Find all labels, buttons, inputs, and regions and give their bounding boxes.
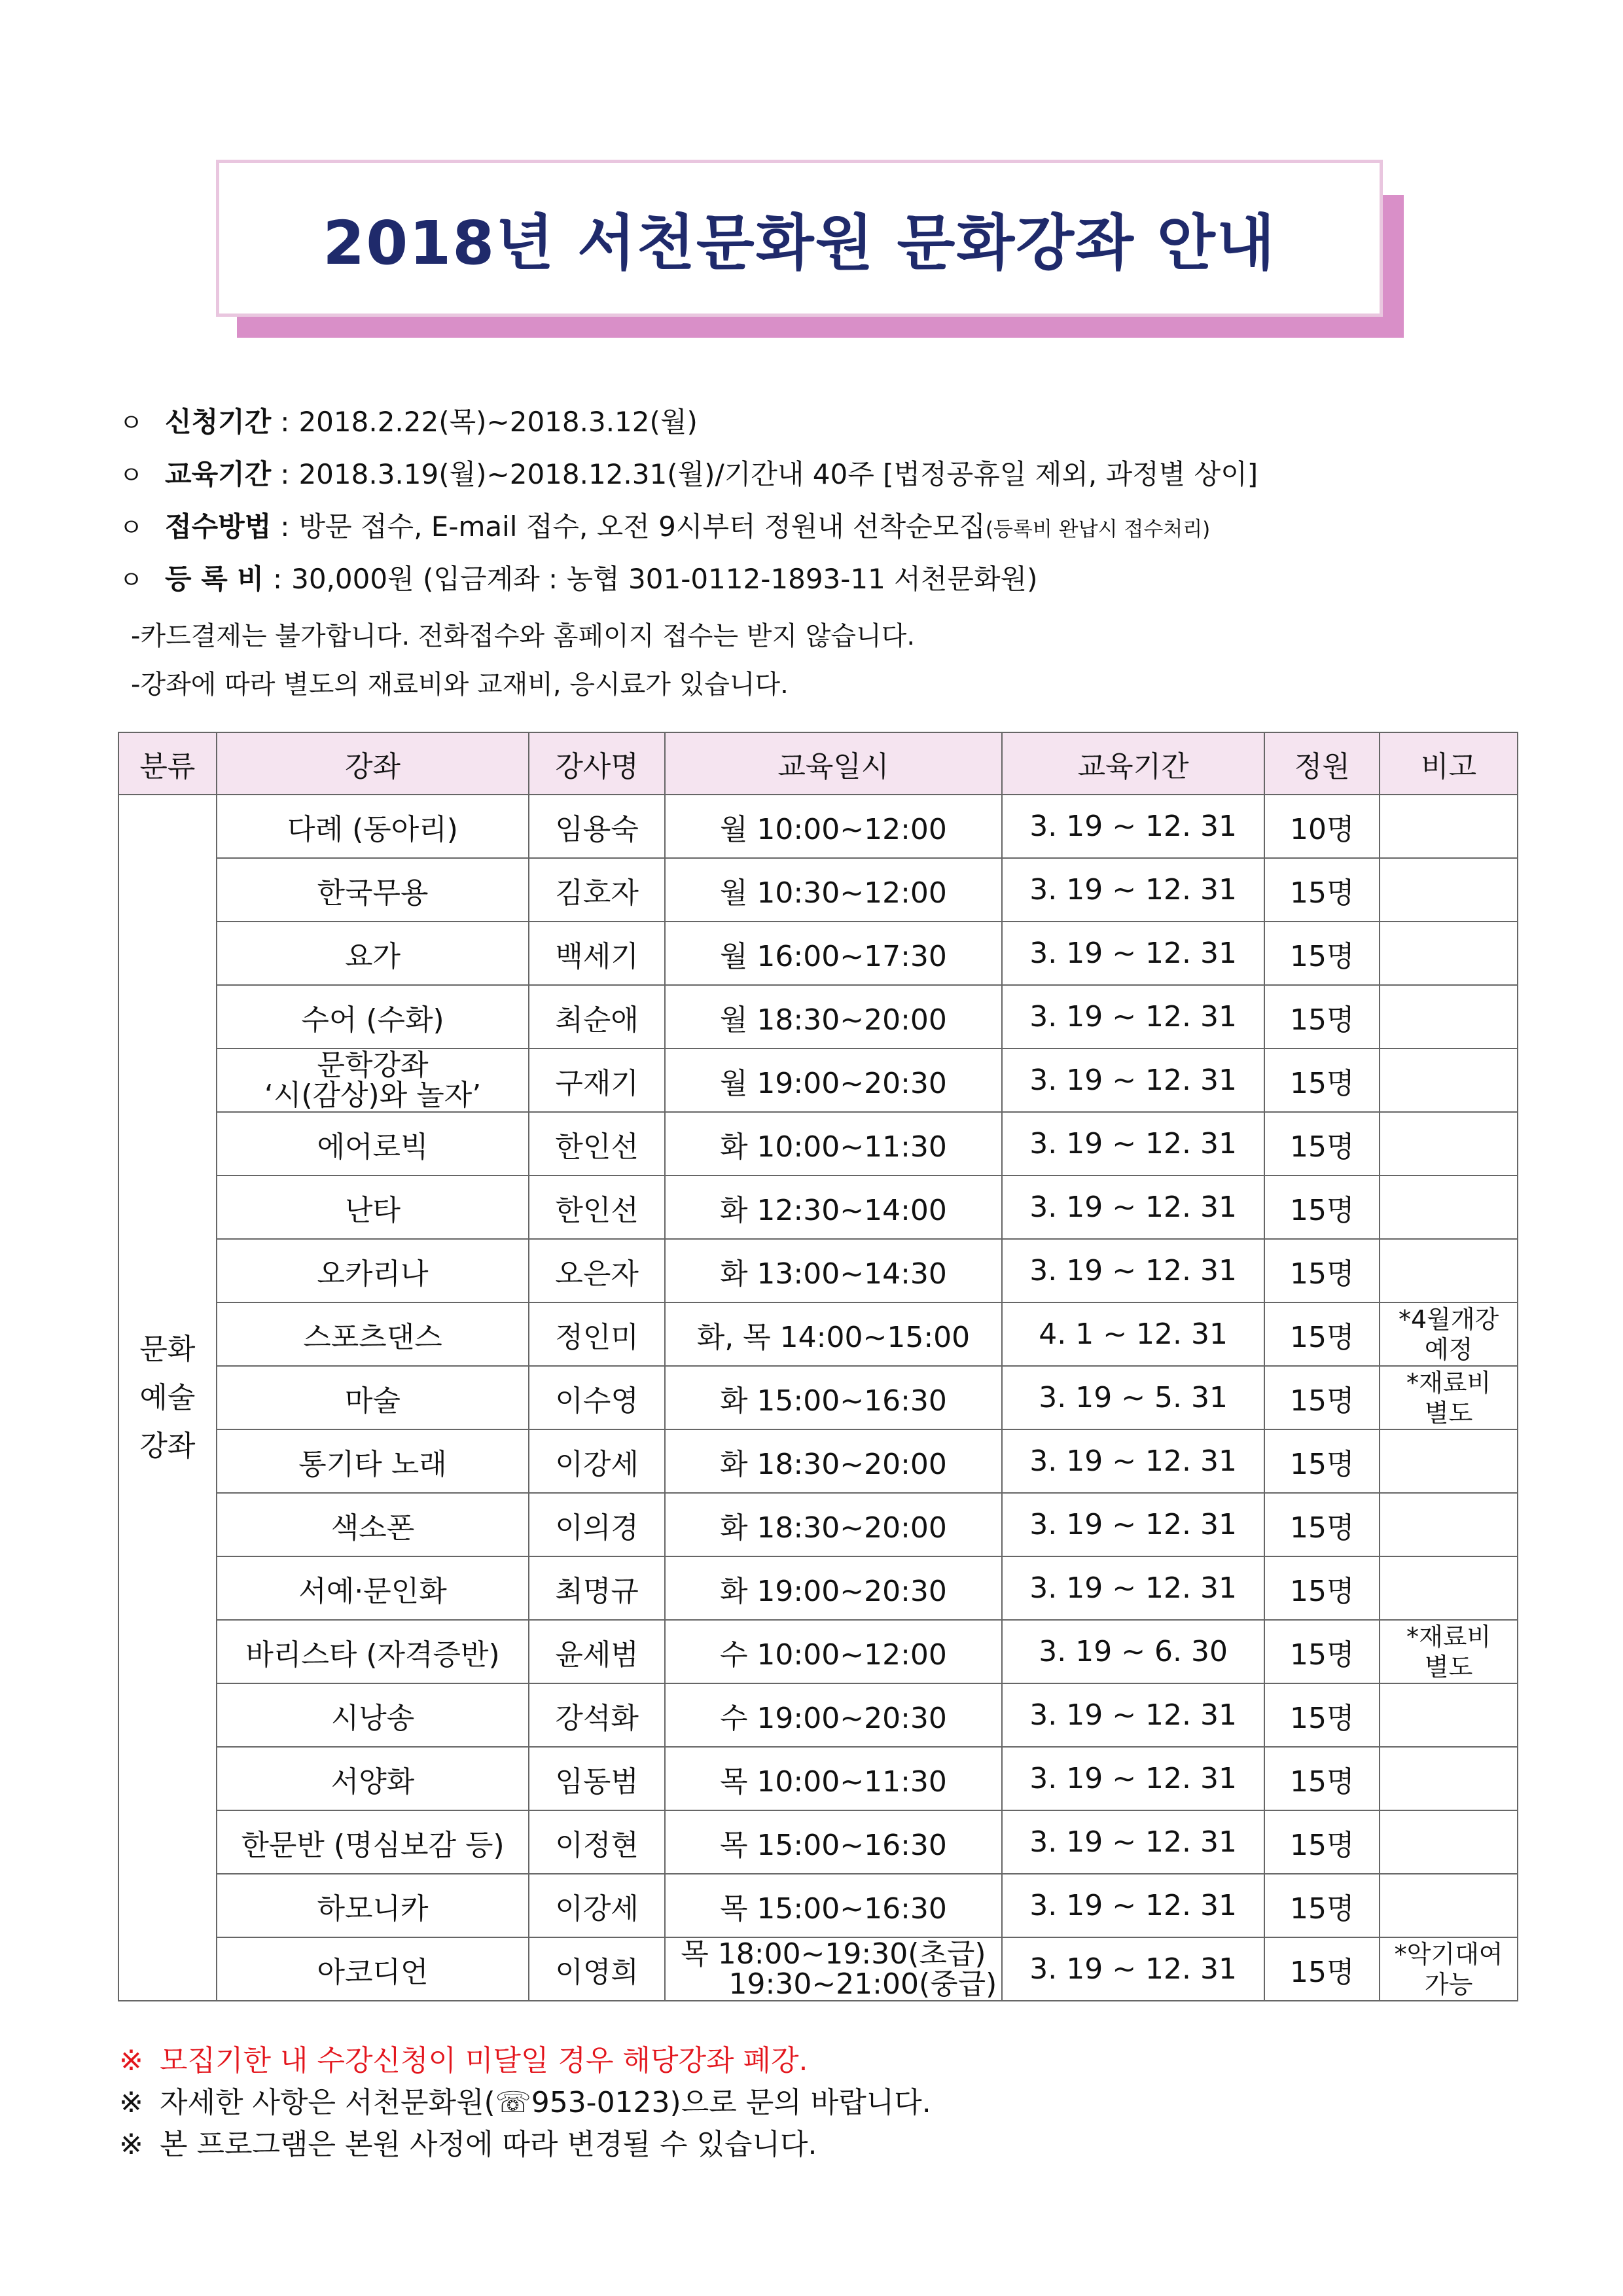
table-row — [118, 1937, 1518, 2001]
instructor-name: 최명규 — [529, 1556, 665, 1620]
schedule: 목 15:00~16:30 — [665, 1874, 1002, 1937]
capacity: 10명 — [1264, 795, 1380, 858]
table-row — [118, 1874, 1518, 1937]
schedule: 목 15:00~16:30 — [665, 1810, 1002, 1874]
table-row — [118, 858, 1518, 922]
bullet-icon: ㅇ — [119, 565, 143, 594]
bullet-icon: ㅇ — [119, 408, 143, 437]
schedule: 월 10:00~12:00 — [665, 795, 1002, 858]
header-course: 강좌 — [217, 732, 529, 795]
capacity: 15명 — [1264, 1556, 1380, 1620]
capacity: 15명 — [1264, 985, 1380, 1049]
period: 3. 19 ~ 12. 31 — [1002, 1049, 1265, 1112]
schedule: 수 19:00~20:30 — [665, 1683, 1002, 1747]
category-cell — [118, 795, 217, 2001]
info-value: 2018.2.22(목)~2018.3.12(월) — [298, 406, 698, 438]
period: 3. 19 ~ 12. 31 — [1002, 922, 1265, 985]
course-name: 난타 — [217, 1175, 529, 1239]
course-name: 요가 — [217, 922, 529, 985]
remark — [1380, 1683, 1518, 1747]
course-name: 아코디언 — [217, 1937, 529, 2001]
sub-note: -강좌에 따라 별도의 재료비와 교재비, 응시료가 있습니다. — [131, 670, 789, 700]
sub-note: -카드결제는 불가합니다. 전화접수와 홈페이지 접수는 받지 않습니다. — [131, 621, 916, 651]
remark — [1380, 1049, 1518, 1112]
schedule: 화 15:00~16:30 — [665, 1366, 1002, 1429]
info-label: 교육기간 — [165, 458, 272, 490]
info-label: 접수방법 — [165, 511, 272, 543]
remark-line: 별도 — [1424, 1652, 1473, 1681]
capacity: 15명 — [1264, 1239, 1380, 1302]
footer-note-cancellation — [119, 2037, 808, 2079]
capacity: 15명 — [1264, 1493, 1380, 1556]
remark-line: *재료비 — [1406, 1368, 1491, 1397]
schedule: 화 13:00~14:30 — [665, 1239, 1002, 1302]
schedule: 화 12:30~14:00 — [665, 1175, 1002, 1239]
course-name: 색소폰 — [217, 1493, 529, 1556]
instructor-name: 구재기 — [529, 1049, 665, 1112]
schedule: 월 16:00~17:30 — [665, 922, 1002, 985]
remark — [1380, 922, 1518, 985]
remark-line: 별도 — [1424, 1398, 1473, 1427]
table-row — [118, 1493, 1518, 1556]
header-period: 교육기간 — [1002, 732, 1265, 795]
schedule: 월 19:00~20:30 — [665, 1049, 1002, 1112]
remark — [1380, 1366, 1518, 1429]
period: 3. 19 ~ 12. 31 — [1002, 795, 1265, 858]
info-education-period: ㅇ 교육기간 : 2018.3.19(월)~2018.12.31(월)/기간내 40주 [법정공휴일 제외, 과정별 상이] — [119, 453, 1526, 492]
remark — [1380, 1620, 1518, 1683]
period: 3. 19 ~ 12. 31 — [1002, 1683, 1265, 1747]
course-name: 수어 (수화) — [217, 985, 529, 1049]
info-value: 30,000원 (입금계좌 : 농협 301-0112-1893-11 서천문화원) — [291, 563, 1038, 595]
period: 3. 19 ~ 12. 31 — [1002, 1429, 1265, 1493]
instructor-name: 임용숙 — [529, 795, 665, 858]
info-note: (등록비 완납시 접수처리) — [985, 518, 1211, 541]
period: 3. 19 ~ 12. 31 — [1002, 1747, 1265, 1810]
course-name: 시낭송 — [217, 1683, 529, 1747]
instructor-name: 백세기 — [529, 922, 665, 985]
info-value: 2018.3.19(월)~2018.12.31(월)/기간내 40주 [법정공휴일 제외, 과정별 상이] — [298, 458, 1258, 490]
schedule: 월 18:30~20:00 — [665, 985, 1002, 1049]
period: 3. 19 ~ 12. 31 — [1002, 1937, 1265, 2001]
remark — [1380, 1302, 1518, 1366]
info-label: 신청기간 — [165, 406, 272, 438]
footer-text: 모집기한 내 수강신청이 미달일 경우 해당강좌 폐강. — [160, 2044, 808, 2077]
table-row — [118, 1366, 1518, 1429]
table-row — [118, 922, 1518, 985]
category-line: 예술 — [139, 1380, 196, 1414]
period: 3. 19 ~ 12. 31 — [1002, 985, 1265, 1049]
schedule — [665, 1937, 1002, 2001]
info-label: 등 록 비 — [165, 563, 264, 595]
period: 3. 19 ~ 12. 31 — [1002, 1239, 1265, 1302]
category-line: 강좌 — [139, 1429, 196, 1463]
schedule: 화 18:30~20:00 — [665, 1493, 1002, 1556]
info-application-period: ㅇ 신청기간 : 2018.2.22(목)~2018.3.12(월) — [119, 401, 1526, 440]
remark — [1380, 1874, 1518, 1937]
remark — [1380, 795, 1518, 858]
table-header-row — [118, 732, 1518, 795]
instructor-name: 이강세 — [529, 1874, 665, 1937]
remark — [1380, 1937, 1518, 2001]
course-name-line: ‘시(감상)와 놀자’ — [264, 1078, 482, 1112]
table-row — [118, 1810, 1518, 1874]
table-row — [118, 1556, 1518, 1620]
remark-line: *악기대여 — [1394, 1939, 1503, 1969]
instructor-name: 최순애 — [529, 985, 665, 1049]
course-name: 서예·문인화 — [217, 1556, 529, 1620]
remark — [1380, 858, 1518, 922]
capacity: 15명 — [1264, 1620, 1380, 1683]
remark — [1380, 1239, 1518, 1302]
period: 3. 19 ~ 12. 31 — [1002, 1493, 1265, 1556]
remark — [1380, 1747, 1518, 1810]
course-name: 에어로빅 — [217, 1112, 529, 1175]
footer-text: 자세한 사항은 서천문화원(☏953-0123)으로 문의 바랍니다. — [160, 2086, 931, 2119]
table-row — [118, 1049, 1518, 1112]
course-table — [118, 732, 1518, 2001]
period: 3. 19 ~ 12. 31 — [1002, 1556, 1265, 1620]
instructor-name: 임동범 — [529, 1747, 665, 1810]
capacity: 15명 — [1264, 1937, 1380, 2001]
instructor-name: 오은자 — [529, 1239, 665, 1302]
instructor-name: 한인선 — [529, 1175, 665, 1239]
course-name — [217, 1049, 529, 1112]
bullet-icon: ㅇ — [119, 513, 143, 542]
period: 3. 19 ~ 12. 31 — [1002, 858, 1265, 922]
course-name-line: 문학강좌 — [317, 1048, 429, 1082]
header-capacity: 정원 — [1264, 732, 1380, 795]
instructor-name: 이강세 — [529, 1429, 665, 1493]
capacity: 15명 — [1264, 1429, 1380, 1493]
instructor-name: 이영희 — [529, 1937, 665, 2001]
table-row — [118, 1302, 1518, 1366]
course-name: 하모니카 — [217, 1874, 529, 1937]
info-value: 방문 접수, E-mail 접수, 오전 9시부터 정원내 선착순모집 — [298, 511, 986, 543]
remark — [1380, 1810, 1518, 1874]
period: 3. 19 ~ 12. 31 — [1002, 1112, 1265, 1175]
period: 4. 1 ~ 12. 31 — [1002, 1302, 1265, 1366]
capacity: 15명 — [1264, 922, 1380, 985]
schedule: 화 10:00~11:30 — [665, 1112, 1002, 1175]
schedule: 화 18:30~20:00 — [665, 1429, 1002, 1493]
capacity: 15명 — [1264, 1049, 1380, 1112]
table-row — [118, 1175, 1518, 1239]
remark-line: 예정 — [1424, 1335, 1473, 1364]
table-row — [118, 1683, 1518, 1747]
capacity: 15명 — [1264, 858, 1380, 922]
footer-note-change — [119, 2121, 817, 2162]
instructor-name: 이의경 — [529, 1493, 665, 1556]
capacity: 15명 — [1264, 1175, 1380, 1239]
course-name: 한국무용 — [217, 858, 529, 922]
capacity: 15명 — [1264, 1683, 1380, 1747]
course-name: 통기타 노래 — [217, 1429, 529, 1493]
remark-line: *재료비 — [1406, 1622, 1491, 1651]
schedule: 화 19:00~20:30 — [665, 1556, 1002, 1620]
table-row — [118, 985, 1518, 1049]
remark — [1380, 1429, 1518, 1493]
remark — [1380, 1556, 1518, 1620]
bullet-icon: ㅇ — [119, 461, 143, 490]
period: 3. 19 ~ 6. 30 — [1002, 1620, 1265, 1683]
course-name: 스포츠댄스 — [217, 1302, 529, 1366]
capacity: 15명 — [1264, 1112, 1380, 1175]
capacity: 15명 — [1264, 1810, 1380, 1874]
header-category: 분류 — [118, 732, 217, 795]
period: 3. 19 ~ 5. 31 — [1002, 1366, 1265, 1429]
remark-line: 가능 — [1424, 1969, 1473, 1999]
course-name: 다례 (동아리) — [217, 795, 529, 858]
reference-mark-icon: ※ — [119, 2044, 143, 2077]
remark — [1380, 985, 1518, 1049]
category-line: 문화 — [139, 1332, 196, 1366]
footer-text: 본 프로그램은 본원 사정에 따라 변경될 수 있습니다. — [160, 2128, 817, 2161]
course-name: 한문반 (명심보감 등) — [217, 1810, 529, 1874]
schedule-line: 19:30~21:00(중급) — [728, 1967, 997, 2001]
instructor-name: 이정현 — [529, 1810, 665, 1874]
title-box — [216, 160, 1383, 317]
capacity: 15명 — [1264, 1366, 1380, 1429]
page-title: 2018년 서천문화원 문화강좌 안내 — [323, 208, 1276, 278]
course-name: 마술 — [217, 1366, 529, 1429]
schedule: 수 10:00~12:00 — [665, 1620, 1002, 1683]
period: 3. 19 ~ 12. 31 — [1002, 1175, 1265, 1239]
header-remark: 비고 — [1380, 732, 1518, 795]
reference-mark-icon: ※ — [119, 2086, 143, 2119]
info-fee: ㅇ 등 록 비 : 30,000원 (입금계좌 : 농협 301-0112-1893-11 서천문화원) — [119, 558, 1526, 597]
instructor-name: 한인선 — [529, 1112, 665, 1175]
instructor-name: 정인미 — [529, 1302, 665, 1366]
period: 3. 19 ~ 12. 31 — [1002, 1874, 1265, 1937]
table-row — [118, 795, 1518, 858]
table-row — [118, 1620, 1518, 1683]
table-row — [118, 1747, 1518, 1810]
course-name: 서양화 — [217, 1747, 529, 1810]
period: 3. 19 ~ 12. 31 — [1002, 1810, 1265, 1874]
instructor-name: 이수영 — [529, 1366, 665, 1429]
instructor-name: 김호자 — [529, 858, 665, 922]
schedule: 목 10:00~11:30 — [665, 1747, 1002, 1810]
table-row — [118, 1112, 1518, 1175]
schedule: 월 10:30~12:00 — [665, 858, 1002, 922]
schedule-line: 목 18:00~19:30(초급) — [681, 1937, 986, 1971]
remark-line: *4월개강 — [1398, 1304, 1499, 1334]
capacity: 15명 — [1264, 1874, 1380, 1937]
schedule: 화, 목 14:00~15:00 — [665, 1302, 1002, 1366]
footer-note-contact — [119, 2079, 931, 2121]
instructor-name: 윤세범 — [529, 1620, 665, 1683]
course-name: 바리스타 (자격증반) — [217, 1620, 529, 1683]
instructor-name: 강석화 — [529, 1683, 665, 1747]
remark — [1380, 1175, 1518, 1239]
header-instructor: 강사명 — [529, 732, 665, 795]
table-row — [118, 1429, 1518, 1493]
remark — [1380, 1112, 1518, 1175]
capacity: 15명 — [1264, 1747, 1380, 1810]
course-name: 오카리나 — [217, 1239, 529, 1302]
capacity: 15명 — [1264, 1302, 1380, 1366]
table-row — [118, 1239, 1518, 1302]
reference-mark-icon: ※ — [119, 2128, 143, 2161]
remark — [1380, 1493, 1518, 1556]
header-schedule: 교육일시 — [665, 732, 1002, 795]
info-registration-method: ㅇ 접수방법 : 방문 접수, E-mail 접수, 오전 9시부터 정원내 선착순모집(등록비 완납시 접수처리) — [119, 505, 1526, 545]
